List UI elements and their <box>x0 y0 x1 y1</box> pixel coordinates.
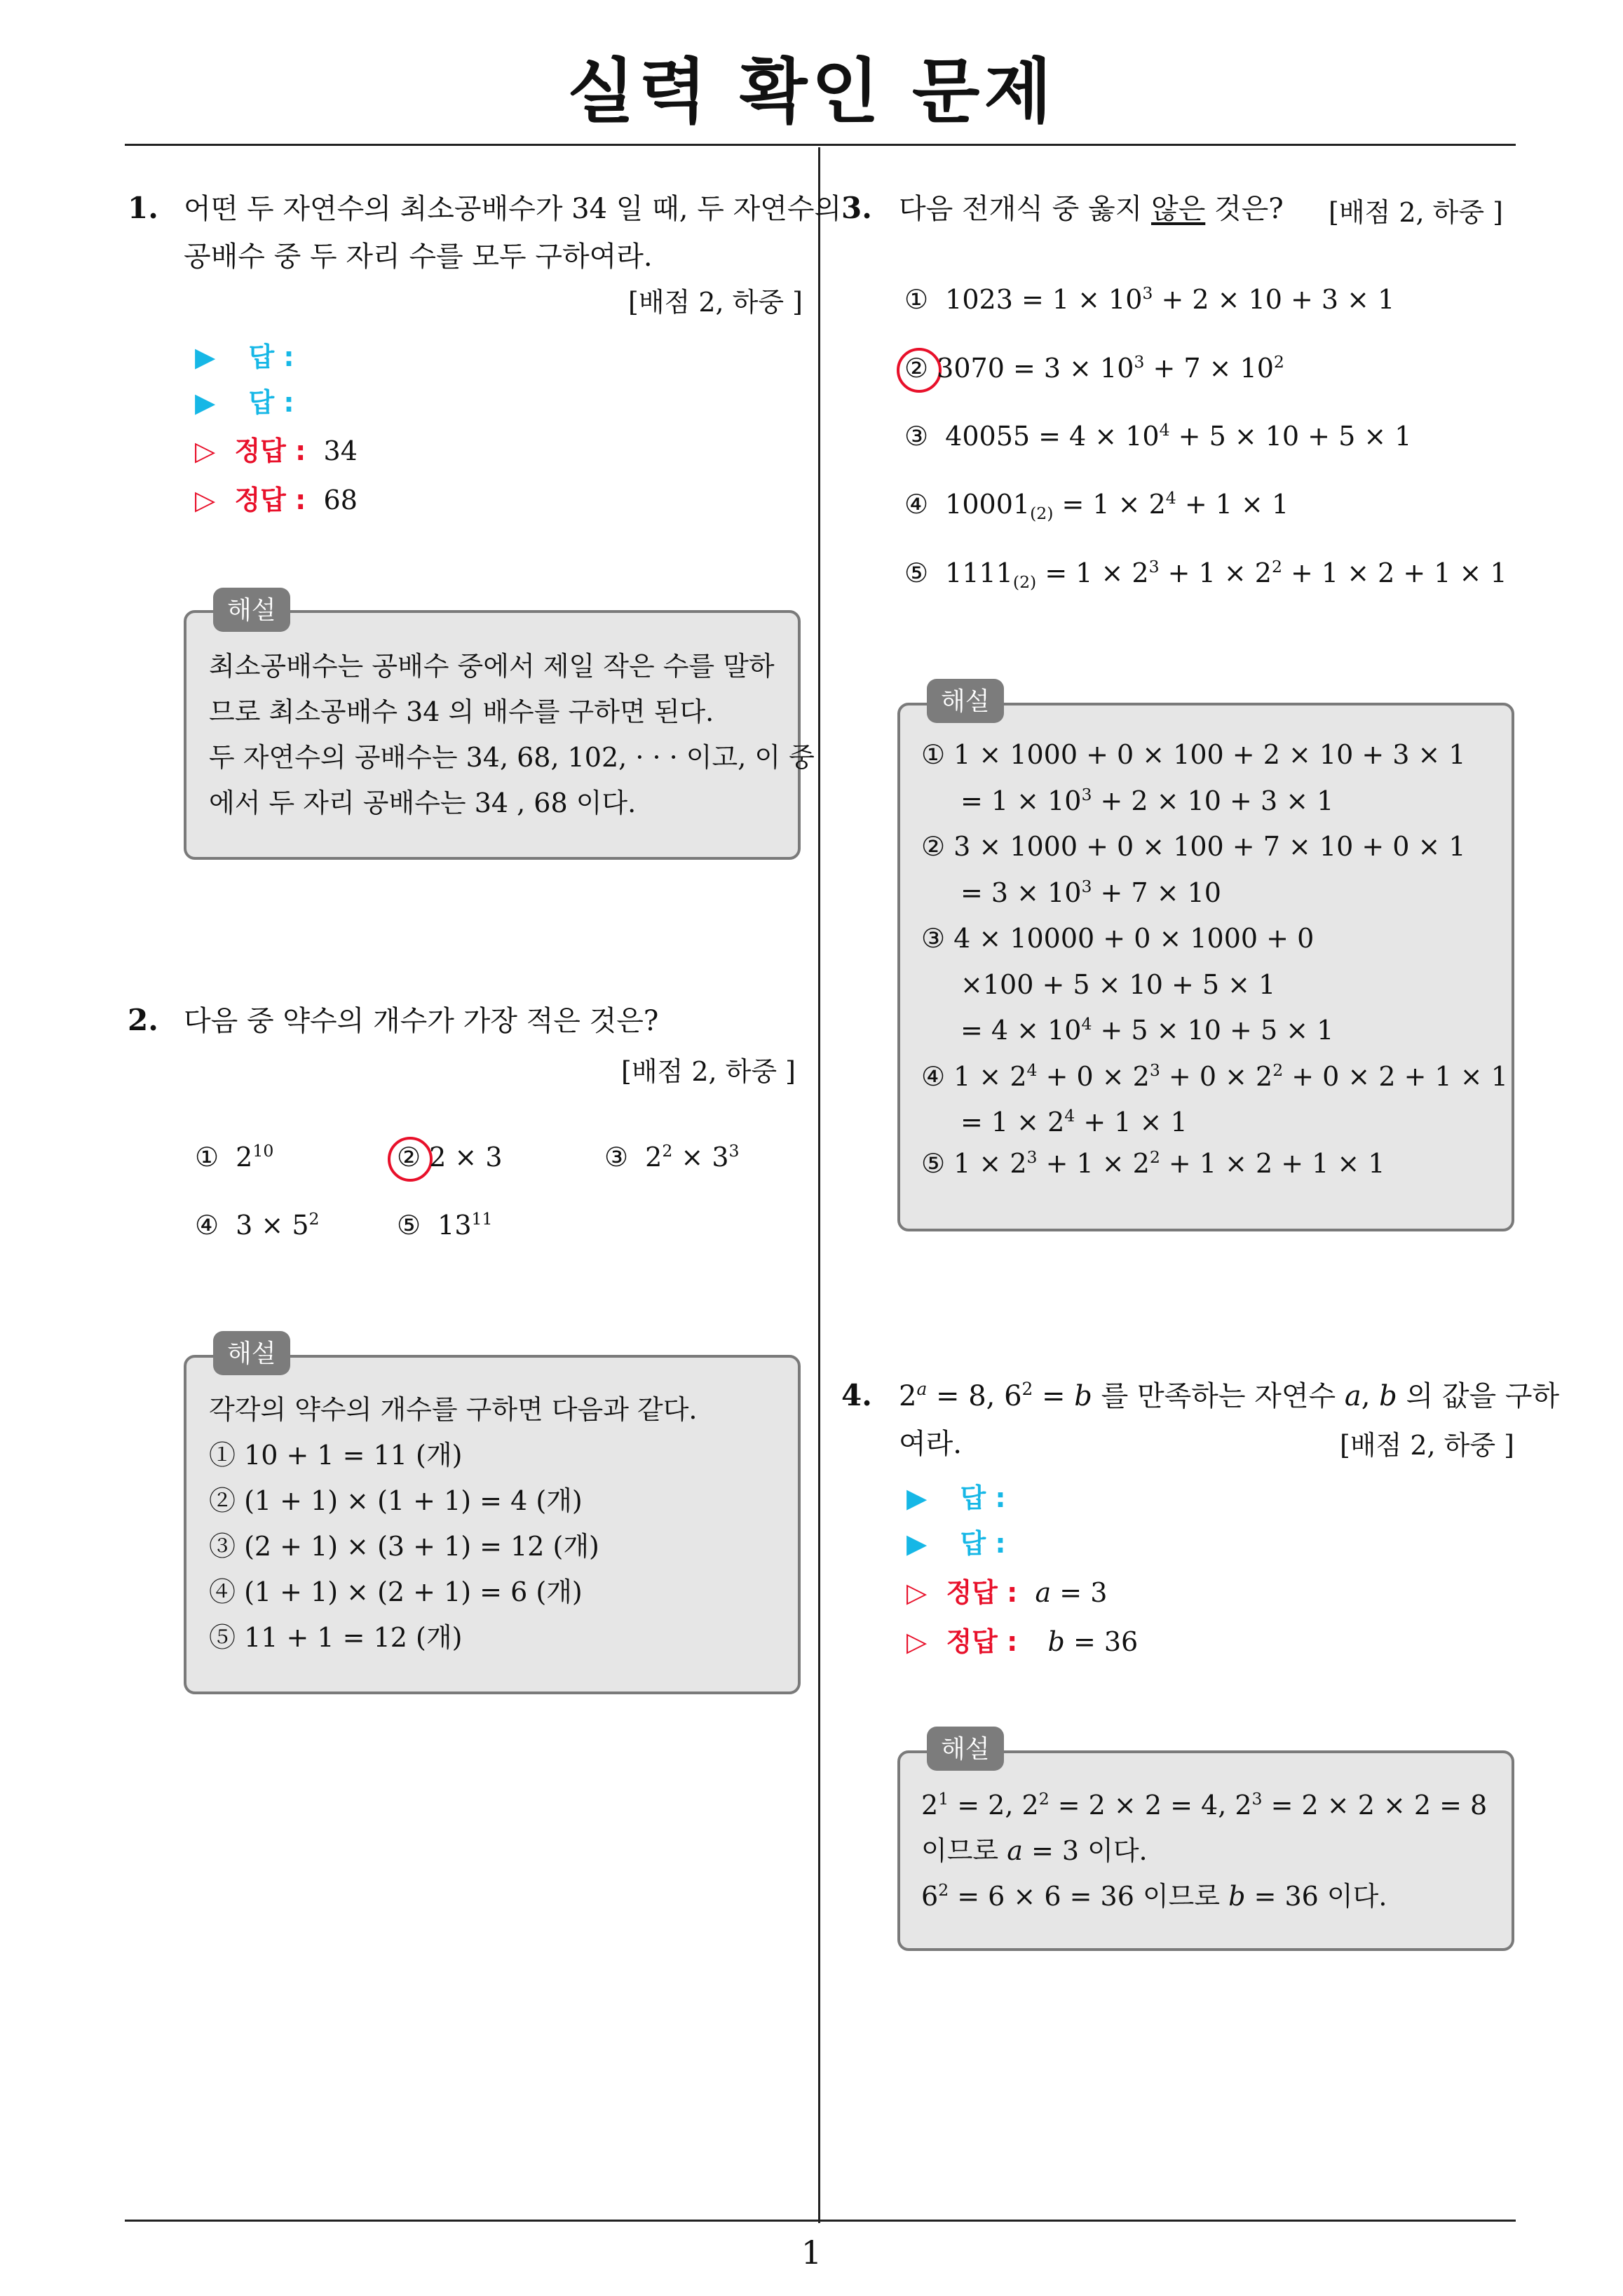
page-number: 1 <box>801 2234 822 2271</box>
question-text: $2^a = 8$, $6^2 = b$ 를 만족하는 자연수 a, b 의 값을 구하 여라. <box>899 1379 1560 1460</box>
answer-row[interactable]: ▶ 답 : <box>906 1483 1006 1513</box>
outline-triangle-icon: ▷ <box>195 435 216 466</box>
question-number: 4. <box>841 1378 872 1412</box>
outline-triangle-icon: ▷ <box>906 1626 928 1657</box>
answer-triangle-icon: ▶ <box>906 1528 928 1559</box>
correct-answer-row: ▷ 정답 : b = 36 <box>906 1626 1139 1657</box>
answer-row[interactable]: ▶ 답 : <box>195 387 294 418</box>
score-label: [배점 2, 하중 ] <box>1329 197 1503 228</box>
score-label: [배점 2, 하중 ] <box>621 1056 796 1087</box>
option-5[interactable]: ⑤ $1111_{(2)} = 1 \times 2^3 + 1 \times 2^2 + 1 \times 2 + 1 \times 1$ <box>904 556 1507 593</box>
header-rule <box>125 144 1516 146</box>
answer-row[interactable]: ▶ 답 : <box>195 342 294 372</box>
answer-triangle-icon: ▶ <box>195 387 216 418</box>
question-text: 어떤 두 자연수의 최소공배수가 34 일 때, 두 자연수의 공배수 중 두 자리 수를 모두 구하여라. <box>184 193 842 273</box>
outline-triangle-icon: ▷ <box>195 485 216 515</box>
option-1[interactable]: ① $1023 = 1 \times 10^3 + 2 \times 10 + 3 \times 1$ <box>904 283 1395 315</box>
correct-answer-row: ▷ 정답 : a = 3 <box>906 1577 1108 1608</box>
solution-tag: 해설 <box>927 1727 1004 1771</box>
solution-box: ① 1 × 1000 + 0 × 100 + 2 × 10 + 3 × 1 = $1 \times 10^3 + 2 \times 10 + 3 \times 1$ ② 3 × 1000 + 0 × 100 + 7 × 10 + 0 × 1 = $3 \times 10^3 + 7 \times 10$ ③ 4 × 10000 + 0 × 1000 + 0 ×100 + 5 × 10 + 5 × 1 = $4 \times 10^4 + 5 \times 10 + 5 \times 1$ ④ $1 \times 2^4 + 0 \times 2^3 + 0 \times 2^2 + 0 \times 2 + 1 \times 1$ = $1 \times 2^4 + 1 \times 1$ ⑤ $1 \times 2^3 + 1 \times 2^2 + 1 \times 2 + 1 \times 1$ <box>897 703 1514 1231</box>
option-1[interactable]: ① $2^{10}$ <box>195 1140 274 1173</box>
question-text: 다음 중 약수의 개수가 가장 적은 것은? <box>184 1005 659 1037</box>
solution-box: 최소공배수는 공배수 중에서 제일 작은 수를 말하 므로 최소공배수 34 의 배수를 구하면 된다. 두 자연수의 공배수는 34, 68, 102, · · · 이고, 이 중 에서 두 자리 공배수는 34 , 68 이다. <box>184 610 801 860</box>
footer-rule <box>125 2220 1516 2222</box>
outline-triangle-icon: ▷ <box>906 1577 928 1608</box>
option-5[interactable]: ⑤ $13^{11}$ <box>397 1208 493 1241</box>
answer-triangle-icon: ▶ <box>195 342 216 372</box>
question-number: 1. <box>128 191 158 225</box>
solution-tag: 해설 <box>927 679 1004 723</box>
score-label: [배점 2, 하중 ] <box>628 287 803 318</box>
option-4[interactable]: ④ $10001_{(2)} = 1 \times 2^4 + 1 \times 1$ <box>904 487 1289 524</box>
correct-answer-row: ▷ 정답 : 34 <box>195 435 358 466</box>
correct-answer-row: ▷ 정답 : 68 <box>195 485 358 515</box>
solution-tag: 해설 <box>213 1331 290 1375</box>
option-3[interactable]: ③ $2^2 \times 3^3$ <box>604 1140 740 1173</box>
solution-box: $2^1 = 2$, $2^2 = 2 \times 2 = 4$, $2^3 = 2 \times 2 \times 2 = 8$ 이므로 a = 3 이다. $6^2 = 6 \times 6 = 36$ 이므로 b = 36 이다. <box>897 1750 1514 1951</box>
column-divider <box>818 147 820 2223</box>
score-label: [배점 2, 하중 ] <box>1340 1430 1514 1461</box>
page-title: 실력 확인 문제 <box>566 50 1057 133</box>
option-4[interactable]: ④ $3 \times 5^2$ <box>195 1208 320 1241</box>
option-2[interactable]: ② 2 × 3 <box>397 1142 503 1173</box>
answer-row[interactable]: ▶ 답 : <box>906 1528 1006 1559</box>
question-number: 3. <box>841 191 872 225</box>
option-2[interactable]: ② $3070 = 3 \times 10^3 + 7 \times 10^2$ <box>904 351 1284 384</box>
option-3[interactable]: ③ $40055 = 4 \times 10^4 + 5 \times 10 + 5 \times 1$ <box>904 419 1412 452</box>
question-text: 다음 전개식 중 옳지 않은 것은? <box>899 193 1284 225</box>
solution-box: 각각의 약수의 개수를 구하면 다음과 같다. ① 10 + 1 = 11 (개) ② (1 + 1) × (1 + 1) = 4 (개) ③ (2 + 1) × (3 + 1) = 12 (개) ④ (1 + 1) × (2 + 1) = 6 (개) ⑤ 11 + 1 = 12 (개) <box>184 1355 801 1694</box>
question-number: 2. <box>128 1003 158 1037</box>
answer-triangle-icon: ▶ <box>906 1483 928 1513</box>
solution-tag: 해설 <box>213 588 290 632</box>
